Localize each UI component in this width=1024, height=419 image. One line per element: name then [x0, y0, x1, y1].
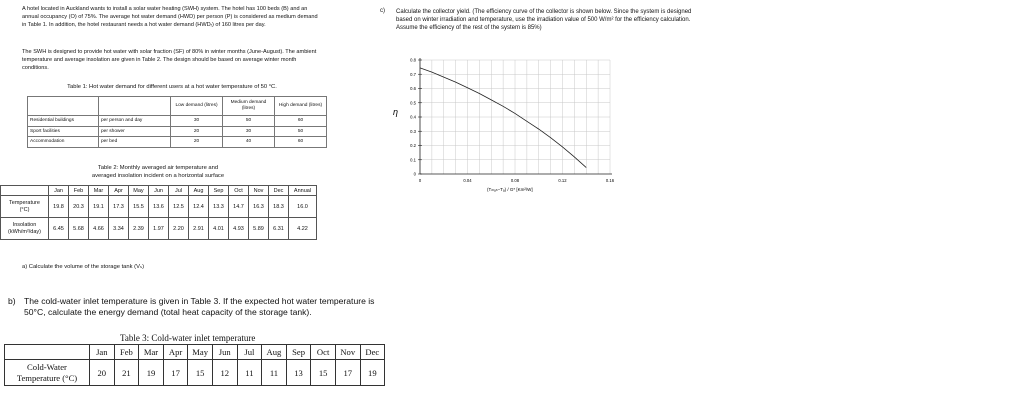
table3-month-header: Apr [163, 345, 188, 360]
table2-month-header: Dec [269, 186, 289, 196]
table2-month-header: Oct [229, 186, 249, 196]
x-tick-label: 0.04 [463, 178, 472, 183]
table2-caption-line1: Table 2: Monthly averaged air temperature and [97, 165, 219, 171]
table3-month-header: May [188, 345, 213, 360]
table1-header-cell [28, 97, 99, 116]
table1-cell: 40 [223, 137, 275, 148]
table3-month-header: Aug [262, 345, 287, 360]
row-label-line1: Temperature [9, 199, 40, 206]
table2-cell: 15.5 [129, 196, 149, 218]
table3-cell: 13 [286, 360, 311, 386]
table3-cell: 11 [262, 360, 287, 386]
table2-cell: 18.3 [269, 196, 289, 218]
table3-corner-cell [5, 345, 90, 360]
table2-cell: 13.6 [149, 196, 169, 218]
table1-cell: per shower [99, 126, 171, 137]
table2-month-header: Jul [169, 186, 189, 196]
table1-cell: 60 [275, 137, 327, 148]
table2-corner-cell [1, 186, 49, 196]
table2-cell: 4.93 [229, 218, 249, 240]
table2-cell: 5.68 [69, 218, 89, 240]
table-row [5, 360, 385, 386]
table3-month-header: Nov [335, 345, 360, 360]
table2-annual-header: Annual [289, 186, 317, 196]
table2-cell: 12.4 [189, 196, 209, 218]
table-row [28, 126, 327, 137]
table1-header-cell: Medium demand (litres) [223, 97, 275, 116]
table2-month-header: Feb [69, 186, 89, 196]
table3-cell: 15 [311, 360, 336, 386]
table1-cell: per person and day [99, 116, 171, 127]
y-tick-label: 0.8 [410, 57, 416, 63]
problem-design-note [22, 48, 322, 73]
y-tick-label: 0.5 [410, 100, 416, 106]
question-a: a) Calculate the volume of the storage tank (Vₛ) [22, 264, 145, 270]
table2-row-label [1, 196, 49, 218]
table2-cell: 2.20 [169, 218, 189, 240]
efficiency-chart-svg [395, 55, 625, 195]
table2-cell: 6.31 [269, 218, 289, 240]
question-b-label: b) [8, 296, 16, 306]
table2-cell: 17.3 [109, 196, 129, 218]
table1-cell: 60 [275, 116, 327, 127]
table3-cell: 11 [237, 360, 262, 386]
table3-cell: 19 [139, 360, 164, 386]
table2-cell: 19.8 [49, 196, 69, 218]
x-tick-label: 0.12 [558, 178, 567, 183]
table2-cell: 4.22 [289, 218, 317, 240]
table2-month-header: Apr [109, 186, 129, 196]
table2-cell: 13.3 [209, 196, 229, 218]
table1-cell: 20 [171, 137, 223, 148]
intro-paragraph-2: The SWH is designed to provide hot water with solar fraction (SF) of 80% in winter months (June-August). The ambient temperature and average insolation are given in Table 2. The design should be based on average winter month conditions. [22, 49, 317, 72]
y-tick-label: 0 [413, 171, 416, 177]
table1-cell: Residential buildings [28, 116, 99, 127]
table2-cell: 14.7 [229, 196, 249, 218]
question-b [8, 296, 388, 318]
table1-cell: 50 [223, 116, 275, 127]
table2-caption [58, 165, 258, 180]
row-label-line1: Cold-Water [27, 361, 67, 372]
table2-month-header: May [129, 186, 149, 196]
y-tick-labels [410, 58, 416, 177]
y-tick-label: 0.7 [410, 71, 416, 77]
table1-caption: Table 1: Hot water demand for different users at a hot water temperature of 50 °C. [67, 84, 277, 90]
table2-month-header: Sep [209, 186, 229, 196]
table-row [28, 116, 327, 127]
efficiency-chart [395, 55, 625, 200]
table2-caption-line2: averaged insolation incident on a horizontal surface [91, 172, 225, 179]
table1-cell: Sport facilities [28, 126, 99, 137]
table1-cell: Accommodation [28, 137, 99, 148]
table-row [1, 218, 317, 240]
table3-cell: 21 [114, 360, 139, 386]
table2-cell: 16.3 [249, 196, 269, 218]
table3-row-label [5, 360, 90, 386]
table3-cell: 17 [335, 360, 360, 386]
y-tick-label: 0.6 [410, 86, 416, 91]
y-tick-label: 0.1 [410, 157, 416, 163]
row-label-line2: (kWh/m²/day) [8, 228, 41, 235]
table3-month-header: Mar [139, 345, 164, 360]
question-c-label: c) [380, 8, 385, 14]
y-tick-label: 0.2 [410, 143, 416, 148]
table2-cell: 19.1 [89, 196, 109, 218]
x-tick-label: 0.16 [605, 178, 615, 183]
table3-caption: Table 3: Cold-water inlet temperature [120, 333, 256, 343]
chart-grid [420, 60, 610, 174]
table2-month-header: Nov [249, 186, 269, 196]
table1-cell: 30 [223, 126, 275, 137]
x-tick-labels [419, 178, 615, 183]
table2-cell: 3.34 [109, 218, 129, 240]
intro-paragraph-1: A hotel located in Auckland wants to install a solar water heating (SWH) system. The hotel has 100 beds (B) and an annual occupancy (O) of 75%. The average hot water demand (HWD) per person (P) is considered as medium demand in Table 1. In addition, the hotel restaurant needs a hot water demand (HWDᵣ) of 160 litres per day. [22, 6, 318, 29]
table3-cell: 19 [360, 360, 385, 386]
table3-cell: 20 [90, 360, 115, 386]
cold-water-table [4, 344, 385, 386]
table3-month-header: Jun [212, 345, 237, 360]
hot-water-demand-table [27, 96, 327, 148]
question-c-text: Calculate the collector yield. (The efficiency curve of the collector is shown below. Since the system is designed based on winter irradiation and temperature, use the irradiation value of 500 W/m² for the efficiency calculation. Assume the efficiency of the rest of the system is 85%) [396, 9, 692, 32]
table3-month-header: Jul [237, 345, 262, 360]
row-label-line1: Insolation [12, 221, 37, 228]
table3-month-header: Feb [114, 345, 139, 360]
table1-header-cell: Low demand (litres) [171, 97, 223, 116]
table2-cell: 1.97 [149, 218, 169, 240]
x-tick-label: 0.08 [510, 178, 520, 183]
table1-header-cell: High demand (litres) [275, 97, 327, 116]
x-axis-label: (Tₘₐₙ−Tₐ) / G* [Km²/W] [487, 187, 533, 192]
y-tick-label: 0.3 [410, 128, 416, 134]
table3-cell: 15 [188, 360, 213, 386]
table2-row-label [1, 218, 49, 240]
table1-cell: 30 [171, 116, 223, 127]
table3-month-header: Oct [311, 345, 336, 360]
monthly-climate-table [0, 185, 317, 240]
table3-month-header: Sep [286, 345, 311, 360]
table2-month-header: Jan [49, 186, 69, 196]
table1-header-cell [99, 97, 171, 116]
table3-cell: 12 [212, 360, 237, 386]
table2-cell: 2.39 [129, 218, 149, 240]
table2-cell: 12.5 [169, 196, 189, 218]
table3-month-header: Jan [90, 345, 115, 360]
table-header-row [1, 186, 317, 196]
table2-month-header: Mar [89, 186, 109, 196]
row-label-line2: Temperature (°C) [16, 372, 78, 383]
table2-cell: 20.3 [69, 196, 89, 218]
table-row [28, 137, 327, 148]
problem-intro [22, 5, 322, 30]
table2-month-header: Aug [189, 186, 209, 196]
table2-cell: 2.91 [189, 218, 209, 240]
table2-cell: 4.66 [89, 218, 109, 240]
table1-cell: 20 [171, 126, 223, 137]
table1-cell: per bed [99, 137, 171, 148]
x-tick-label: 0 [418, 178, 422, 183]
table3-cell: 17 [163, 360, 188, 386]
y-tick-label: 0.4 [410, 114, 416, 120]
table1-cell: 50 [275, 126, 327, 137]
table2-month-header: Jun [149, 186, 169, 196]
y-axis-label: η [393, 107, 398, 117]
table2-cell: 4.01 [209, 218, 229, 240]
table-header-row [5, 345, 385, 360]
table2-cell: 16.0 [289, 196, 317, 218]
table2-cell: 5.89 [249, 218, 269, 240]
table2-cell: 6.45 [49, 218, 69, 240]
table-header-row [28, 97, 327, 116]
table3-month-header: Dec [360, 345, 385, 360]
table-row [1, 196, 317, 218]
row-label-line2: (°C) [19, 206, 30, 213]
question-b-text: The cold-water inlet temperature is given in Table 3. If the expected hot water temperature is 50°C, calculate the energy demand (total heat capacity of the storage tank). [24, 296, 375, 317]
